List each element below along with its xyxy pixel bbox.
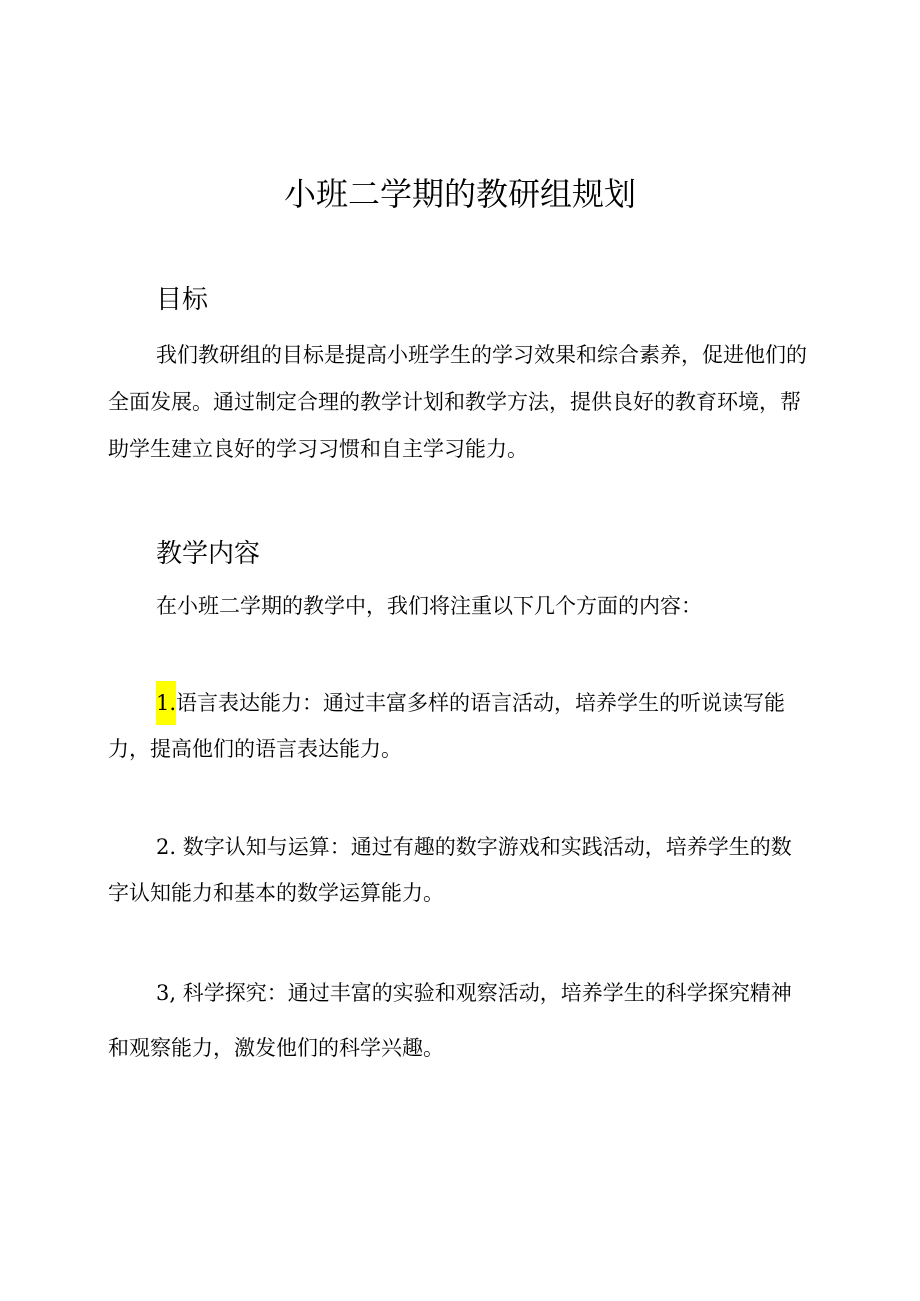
- list-item-language: [108, 680, 808, 772]
- list-item-science: [108, 966, 808, 1076]
- list-item-math: [108, 824, 808, 916]
- content-intro-paragraph: 在小班二学期的教学中，我们将注重以下几个方面的内容：: [156, 594, 702, 618]
- list-item-text: 数字认知与运算：通过有趣的数字游戏和实践活动，培养学生的数字认知能力和基本的数学运算能力。: [108, 835, 792, 905]
- list-item-text: 科学探究：通过丰富的实验和观察活动，培养学生的科学探究精神和观察能力，激发他们的科学兴趣。: [108, 981, 792, 1060]
- list-item-text: 语言表达能力：通过丰富多样的语言活动，培养学生的听说读写能力，提高他们的语言表达能力。: [108, 691, 786, 761]
- list-item-number: 2.: [156, 835, 177, 859]
- highlighted-item-number: 1.: [156, 681, 176, 725]
- list-item-number: 3,: [156, 981, 177, 1005]
- goal-paragraph: 我们教研组的目标是提高小班学生的学习效果和综合素养，促进他们的全面发展。通过制定合理的教学计划和教学方法，提供良好的教育环境，帮助学生建立良好的学习习惯和自主学习能力。: [108, 343, 807, 461]
- section-heading-goal: 目标: [156, 285, 209, 315]
- document-title: 小班二学期的教研组规划: [283, 175, 636, 213]
- section-heading-content: 教学内容: [156, 539, 261, 569]
